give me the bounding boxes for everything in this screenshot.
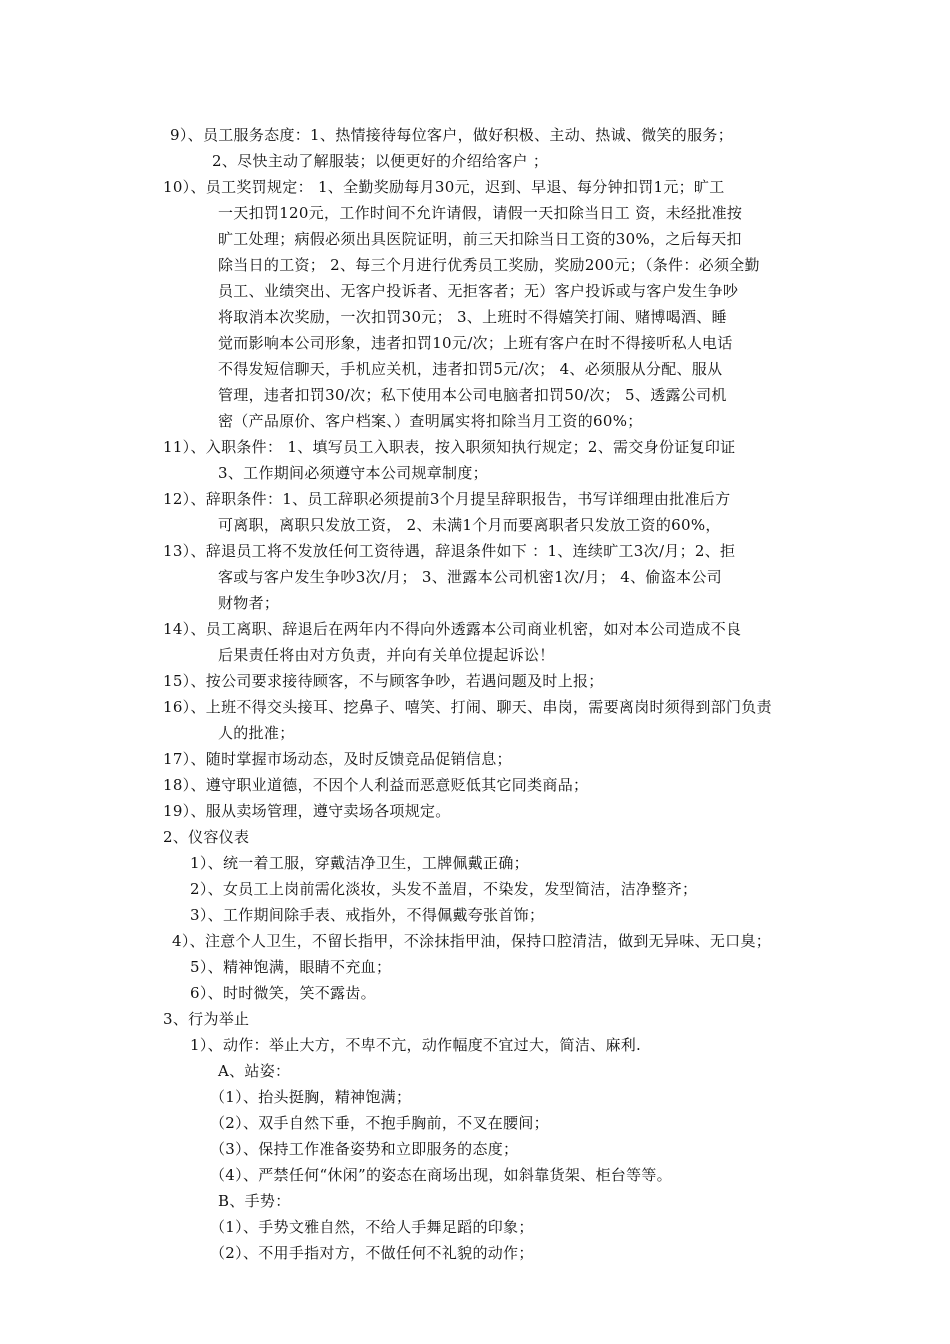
text-line: （2）、双手自然下垂，不抱手胸前，不叉在腰间； (210, 1114, 549, 1132)
text-line: 客或与客户发生争吵3次/月； 3、泄露本公司机密1次/月； 4、偷盗本公司 (218, 568, 722, 586)
text-line: 人的批准； (218, 724, 295, 742)
section-heading: 2、仪容仪表 (163, 828, 250, 846)
text-line: 15）、按公司要求接待顾客，不与顾客争吵，若遇问题及时上报； (163, 672, 604, 690)
text-line: 13）、辞退员工将不发放任何工资待遇，辞退条件如下 ：1、连续旷工3次/月；2、拒 (163, 542, 736, 560)
text-line: 5）、精神饱满，眼睛不充血； (190, 958, 392, 976)
text-line: A、站姿： (218, 1062, 291, 1080)
text-line: 管理，违者扣罚30/次；私下使用本公司电脑者扣罚50/次； 5、透露公司机 (218, 386, 727, 404)
text-line: 一天扣罚120元，工作时间不允许请假，请假一天扣除当日工 资，未经批准按 (218, 204, 743, 222)
text-line: 1）、统一着工服，穿戴洁净卫生，工牌佩戴正确； (190, 854, 529, 872)
text-line: 1）、动作：举止大方，不卑不亢，动作幅度不宜过大，简洁、麻利. (190, 1036, 642, 1054)
text-line: 后果责任将由对方负责，并向有关单位提起诉讼！ (218, 646, 555, 664)
text-line: 12）、辞职条件：1、员工辞职必须提前3个月提呈辞职报告，书写详细理由批准后方 (163, 490, 731, 508)
text-line: 3、工作期间必须遵守本公司规章制度； (218, 464, 488, 482)
text-line: 可离职，离职只发放工资， 2、未满1个月而要离职者只发放工资的60%， (218, 516, 721, 534)
text-line: （1）、手势文雅自然，不给人手舞足蹈的印象； (210, 1218, 534, 1236)
text-line: 6）、时时微笑，笑不露齿。 (190, 984, 376, 1002)
text-line: 不得发短信聊天，手机应关机，违者扣罚5元/次； 4、必须服从分配、服从 (218, 360, 723, 378)
text-line: 4）、注意个人卫生，不留长指甲，不涂抹指甲油，保持口腔清洁，做到无异味、无口臭； (172, 932, 772, 950)
text-line: 除当日的工资； 2、每三个月进行优秀员工奖励，奖励200元；（条件：必须全勤 (218, 256, 760, 274)
text-line: 16）、上班不得交头接耳、挖鼻子、嘻笑、打闹、聊天、串岗，需要离岗时须得到部门负责 (163, 698, 772, 716)
text-line: 密（产品原价、客户档案、）查明属实将扣除当月工资的60%； (218, 412, 643, 430)
text-line: 将取消本次奖励，一次扣罚30元； 3、上班时不得嬉笑打闹、赌博喝酒、睡 (218, 308, 727, 326)
text-line: 旷工处理；病假必须出具医院证明，前三天扣除当日工资的30%，之后每天扣 (218, 230, 742, 248)
text-line: 9）、员工服务态度：1、热情接待每位客户，做好积极、主动、热诚、微笑的服务； (170, 126, 733, 144)
text-line: 2）、女员工上岗前需化淡妆，头发不盖眉，不染发，发型简洁，洁净整齐； (190, 880, 698, 898)
text-line: 10）、员工奖罚规定： 1、全勤奖励每月30元，迟到、早退、每分钟扣罚1元；旷工 (163, 178, 725, 196)
text-line: （3）、保持工作准备姿势和立即服务的态度； (210, 1140, 519, 1158)
text-line: （2）、不用手指对方，不做任何不礼貌的动作； (210, 1244, 534, 1262)
text-line: （1）、抬头挺胸，精神饱满； (210, 1088, 412, 1106)
text-line: 员工、业绩突出、无客户投诉者、无拒客者；无）客户投诉或与客户发生争吵 (218, 282, 739, 300)
section-heading: 3、行为举止 (163, 1010, 250, 1028)
text-line: 2、尽快主动了解服装；以便更好的介绍给客户 ； (212, 152, 549, 170)
text-line: 3）、工作期间除手表、戒指外，不得佩戴夸张首饰； (190, 906, 545, 924)
text-line: 18）、遵守职业道德，不因个人利益而恶意贬低其它同类商品； (163, 776, 589, 794)
text-line: 11）、入职条件： 1、填写员工入职表，按入职须知执行规定；2、需交身份证复印证 (163, 438, 736, 456)
text-line: （4）、严禁任何“休闲”的姿态在商场出现，如斜靠货架、柜台等等。 (210, 1166, 672, 1184)
text-line: B、手势： (218, 1192, 291, 1210)
text-line: 觉而影响本公司形象，违者扣罚10元/次；上班有客户在时不得接听私人电话 (218, 334, 733, 352)
text-line: 19）、服从卖场管理，遵守卖场各项规定。 (163, 802, 451, 820)
text-line: 14）、员工离职、辞退后在两年内不得向外透露本公司商业机密，如对本公司造成不良 (163, 620, 742, 638)
text-line: 财物者； (218, 594, 280, 612)
text-line: 17）、随时掌握市场动态，及时反馈竞品促销信息； (163, 750, 512, 768)
